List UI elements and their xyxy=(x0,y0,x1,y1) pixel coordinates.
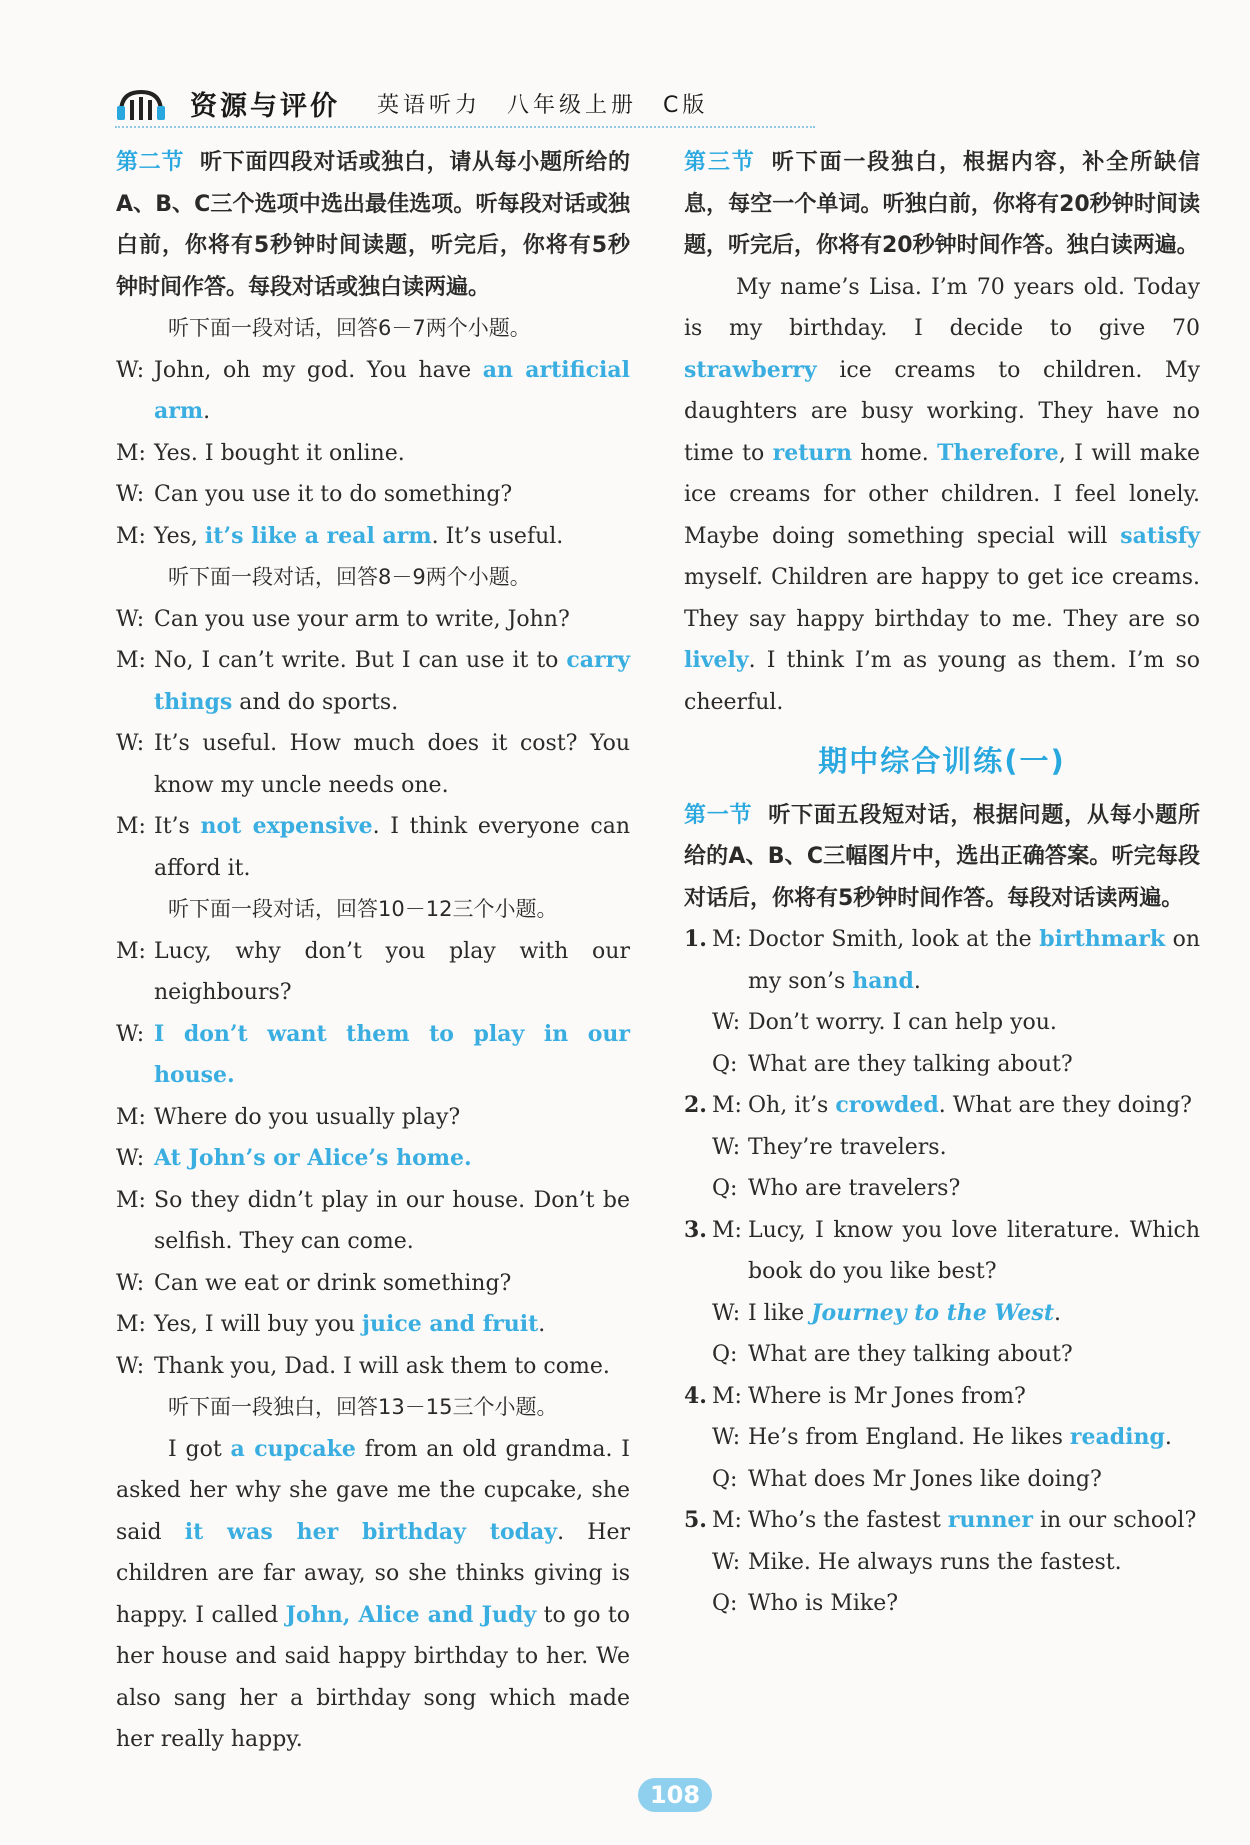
speaker-label: W: xyxy=(116,731,145,756)
speaker-label: Q: xyxy=(712,1591,738,1616)
line-text xyxy=(154,640,630,723)
text: , I will make ice creams for other children. I feel lonely. Maybe doing something special will xyxy=(684,440,1200,549)
question-number: 3. xyxy=(684,1216,707,1243)
text: Where do you usually play? xyxy=(154,1104,461,1130)
answer: strawberry xyxy=(684,356,817,383)
answer: runner xyxy=(947,1507,1034,1533)
speaker-label: W: xyxy=(116,606,145,632)
answer: carry things xyxy=(154,647,630,715)
question-line xyxy=(684,1542,1200,1584)
hint-8-9: 听下面一段对话，回答8－9两个小题。 xyxy=(168,565,531,589)
line-text xyxy=(154,1263,630,1305)
text: Yes, xyxy=(154,523,205,549)
answer: not expensive xyxy=(200,813,373,839)
dialogue-line xyxy=(116,1014,630,1097)
text: . It’s useful. xyxy=(431,523,564,549)
answer: Therefore xyxy=(937,439,1059,466)
section-1-label: 第一节 xyxy=(684,802,753,828)
speaker-label: M: xyxy=(116,814,146,839)
text: Oh, it’s xyxy=(748,1093,836,1118)
text: myself. Children are happy to get ice creams. They say happy birthday to me. They are so xyxy=(684,565,1200,632)
line-text xyxy=(154,1180,630,1263)
text: Lucy, I know you love literature. Which book do you like best? xyxy=(748,1217,1200,1284)
text: He’s from England. He likes xyxy=(748,1425,1070,1450)
line-text xyxy=(154,474,630,516)
line-text xyxy=(154,599,630,641)
section-3-label: 第三节 xyxy=(684,150,756,175)
dialogue-line xyxy=(116,433,630,475)
dialogue-line xyxy=(116,1263,630,1305)
line-text xyxy=(154,1346,630,1388)
speaker-label: M: xyxy=(116,1312,146,1337)
question-line xyxy=(684,1334,1200,1376)
left-column xyxy=(116,142,630,1761)
text: No, I can’t write. But I can use it to xyxy=(154,648,567,673)
dialogue-line xyxy=(116,599,630,641)
answer: birthmark xyxy=(1039,926,1166,952)
speaker-label: M: xyxy=(712,927,742,952)
question-line xyxy=(684,1293,1200,1335)
answer: return xyxy=(772,439,853,466)
question-line xyxy=(684,1583,1200,1625)
text: It’s xyxy=(154,814,201,839)
section-3-instruction: 第三节 听下面一段独白，根据内容，补全所缺信息，每空一个单词。听独白前，你将有20秒钟时间读题，听完后，你将有20秒钟时间作答。独白读两遍。 xyxy=(684,150,1200,258)
question-line xyxy=(684,1459,1200,1501)
text: Who’s the fastest xyxy=(748,1508,948,1533)
line-text xyxy=(748,1293,1200,1335)
speaker-label: Q: xyxy=(712,1342,738,1367)
hint-6-7: 听下面一段对话，回答6－7两个小题。 xyxy=(168,316,531,340)
hint-10-12: 听下面一段对话，回答10－12三个小题。 xyxy=(168,897,558,921)
speaker-label: Q: xyxy=(712,1466,738,1492)
header-divider xyxy=(115,126,815,128)
text: . xyxy=(913,968,921,994)
speaker-label: W: xyxy=(712,1549,741,1575)
text: Where is Mr Jones from? xyxy=(748,1383,1026,1409)
text: My name’s Lisa. I’m 70 years old. Today is my birthday. I decide to give 70 xyxy=(684,274,1200,341)
monologue-lisa xyxy=(684,267,1200,724)
question-line xyxy=(684,1127,1200,1169)
text: Don’t worry. I can help you. xyxy=(748,1010,1057,1035)
line-text xyxy=(154,806,630,889)
line-text xyxy=(154,723,630,806)
monologue-1: I got a cupcake from an old grandma. I asked her why she gave me the cupcake, she said it was her birthday today. Her children are far away, so she thinks giving is happy. I called John, Alice and Judy to go to her house and said happy birthday to her. We also sang her a birthday song which made her really happy. xyxy=(116,1435,631,1752)
question-list xyxy=(684,919,1200,1625)
question-number: 5. xyxy=(684,1507,707,1533)
text: . xyxy=(1053,1300,1061,1326)
section-2-instruction: 第二节 听下面四段对话或独白，请从每小题所给的A、B、C三个选项中选出最佳选项。听每段对话或独白前，你将有5秒钟时间读题，听完后，你将有5秒钟时间作答。每段对话或独白读两遍。 xyxy=(116,150,630,300)
text: Yes, I will buy you xyxy=(154,1312,363,1337)
line-text xyxy=(154,433,630,475)
page-header xyxy=(115,78,815,128)
text: John, oh my god. You have xyxy=(154,357,483,383)
page-number: 108 xyxy=(625,1778,725,1812)
right-column xyxy=(684,142,1200,1625)
line-text xyxy=(748,1044,1200,1086)
section-2-label: 第二节 xyxy=(116,150,184,175)
answer: John, Alice and Judy xyxy=(285,1601,537,1628)
text: . What are they doing? xyxy=(938,1093,1192,1118)
dialogue-line xyxy=(116,1138,630,1180)
text: on my son’s xyxy=(748,927,1200,994)
answer: lively xyxy=(684,647,749,673)
speaker-label: M: xyxy=(116,440,146,466)
book-subtitle: 英语听力 八年级上册 C版 xyxy=(377,93,709,118)
speaker-label: W: xyxy=(116,1353,145,1379)
text: I like xyxy=(748,1300,812,1326)
dialogue-2 xyxy=(116,599,630,890)
text: Yes. I bought it online. xyxy=(154,440,405,466)
dialogue-line xyxy=(116,350,630,433)
line-text xyxy=(154,516,630,558)
answer: it was her birthday today xyxy=(184,1518,558,1545)
text: Can you use it to do something? xyxy=(154,482,513,507)
line-text xyxy=(748,1417,1200,1459)
dialogue-1 xyxy=(116,350,630,558)
text: Can you use your arm to write, John? xyxy=(154,606,570,632)
question-number: 2. xyxy=(684,1092,707,1118)
text: What are they talking about? xyxy=(748,1342,1073,1367)
line-text xyxy=(748,1583,1200,1625)
dialogue-line xyxy=(116,1180,630,1263)
text: So they didn’t play in our house. Don’t be selfish. They can come. xyxy=(154,1187,630,1254)
speaker-label: W: xyxy=(712,1010,741,1035)
dialogue-line xyxy=(116,474,630,516)
text: . xyxy=(203,399,211,424)
speaker-label: M: xyxy=(712,1508,742,1533)
line-text xyxy=(154,350,630,433)
dialogue-3 xyxy=(116,931,630,1388)
line-text xyxy=(748,1376,1200,1418)
text: Mike. He always runs the fastest. xyxy=(748,1549,1122,1575)
line-text xyxy=(154,1097,630,1139)
text: Who is Mike? xyxy=(748,1591,899,1616)
speaker-label: M: xyxy=(116,1104,146,1130)
question-line xyxy=(684,1417,1200,1459)
dialogue-line xyxy=(116,516,630,558)
answer: an artificial arm xyxy=(154,356,630,424)
headphones-icon xyxy=(115,88,167,122)
speaker-label: M: xyxy=(712,1383,742,1409)
speaker-label: W: xyxy=(712,1300,741,1326)
text: Lucy, why don’t you play with our neighbours? xyxy=(154,938,630,1005)
question-number: 4. xyxy=(684,1382,707,1409)
speaker-label: M: xyxy=(116,1187,146,1213)
question-line xyxy=(684,1168,1200,1210)
text: It’s useful. How much does it cost? You know my uncle needs one. xyxy=(154,731,630,798)
speaker-label: W: xyxy=(116,1146,145,1171)
text: . xyxy=(538,1312,546,1337)
speaker-label: Q: xyxy=(712,1051,738,1077)
question-line xyxy=(684,1376,1200,1418)
speaker-label: Q: xyxy=(712,1176,738,1201)
midterm-title: 期中综合训练(一) xyxy=(818,744,1066,778)
line-text xyxy=(154,1138,630,1180)
speaker-label: W: xyxy=(116,357,145,383)
dialogue-line xyxy=(116,640,630,723)
text: Can we eat or drink something? xyxy=(154,1270,512,1296)
text: . I think I’m as young as them. I’m so cheerful. xyxy=(684,648,1200,715)
speaker-label: W: xyxy=(116,1270,145,1296)
speaker-label: M: xyxy=(116,648,146,673)
text: Thank you, Dad. I will ask them to come. xyxy=(154,1353,610,1379)
text: They’re travelers. xyxy=(748,1134,947,1160)
question-number: 1. xyxy=(684,926,707,952)
answer: I don’t want them to play in our house. xyxy=(154,1020,630,1088)
answer: Journey to the West xyxy=(811,1299,1054,1326)
dialogue-line xyxy=(116,806,630,889)
answer: hand xyxy=(852,967,914,994)
text: ice creams to children. My daughters are busy working. They have no time to xyxy=(684,357,1200,466)
speaker-label: M: xyxy=(712,1093,742,1118)
text: and do sports. xyxy=(232,689,399,715)
text: What are they talking about? xyxy=(748,1051,1073,1077)
speaker-label: W: xyxy=(116,482,145,507)
text: in our school? xyxy=(1033,1508,1197,1533)
text: What does Mr Jones like doing? xyxy=(748,1466,1102,1492)
book-title: 资源与评价 xyxy=(190,91,340,122)
line-text xyxy=(748,1542,1200,1584)
text: . I think everyone can afford it. xyxy=(154,814,630,881)
line-text xyxy=(154,931,630,1014)
speaker-label: W: xyxy=(712,1425,741,1450)
line-text xyxy=(154,1014,630,1097)
line-text xyxy=(748,1459,1200,1501)
hint-13-15: 听下面一段独白，回答13－15三个小题。 xyxy=(168,1395,558,1419)
answer: it’s like a real arm xyxy=(204,522,432,549)
question-line xyxy=(684,1085,1200,1127)
line-text xyxy=(748,1500,1200,1542)
dialogue-line xyxy=(116,1346,630,1388)
line-text xyxy=(748,1168,1200,1210)
answer: juice and fruit xyxy=(362,1311,539,1337)
line-text xyxy=(748,1127,1200,1169)
line-text xyxy=(748,919,1200,1002)
section-1-instruction: 第一节 听下面五段短对话，根据问题，从每小题所给的A、B、C三幅图片中，选出正确答案。听完每段对话后，你将有5秒钟时间作答。每段对话读两遍。 xyxy=(684,802,1200,911)
text: . xyxy=(1164,1425,1172,1450)
line-text xyxy=(748,1210,1200,1293)
speaker-label: M: xyxy=(712,1217,742,1243)
answer: satisfy xyxy=(1120,522,1200,549)
answer: a cupcake xyxy=(230,1435,356,1462)
line-text xyxy=(748,1334,1200,1376)
line-text xyxy=(154,1304,630,1346)
text: Doctor Smith, look at the xyxy=(748,927,1040,952)
text: home. xyxy=(852,440,938,466)
question-line xyxy=(684,1044,1200,1086)
text: Who are travelers? xyxy=(748,1176,961,1201)
line-text xyxy=(748,1085,1200,1127)
question-line xyxy=(684,1210,1200,1293)
answer: At John’s or Alice’s home. xyxy=(154,1145,472,1171)
dialogue-line xyxy=(116,1097,630,1139)
question-line xyxy=(684,1002,1200,1044)
question-line xyxy=(684,1500,1200,1542)
speaker-label: W: xyxy=(116,1021,145,1047)
speaker-label: W: xyxy=(712,1134,741,1160)
dialogue-line xyxy=(116,931,630,1014)
line-text xyxy=(748,1002,1200,1044)
answer: reading xyxy=(1069,1424,1165,1450)
answer: crowded xyxy=(835,1092,939,1118)
speaker-label: M: xyxy=(116,938,146,964)
dialogue-line xyxy=(116,1304,630,1346)
question-line xyxy=(684,919,1200,1002)
dialogue-line xyxy=(116,723,630,806)
speaker-label: M: xyxy=(116,523,146,549)
